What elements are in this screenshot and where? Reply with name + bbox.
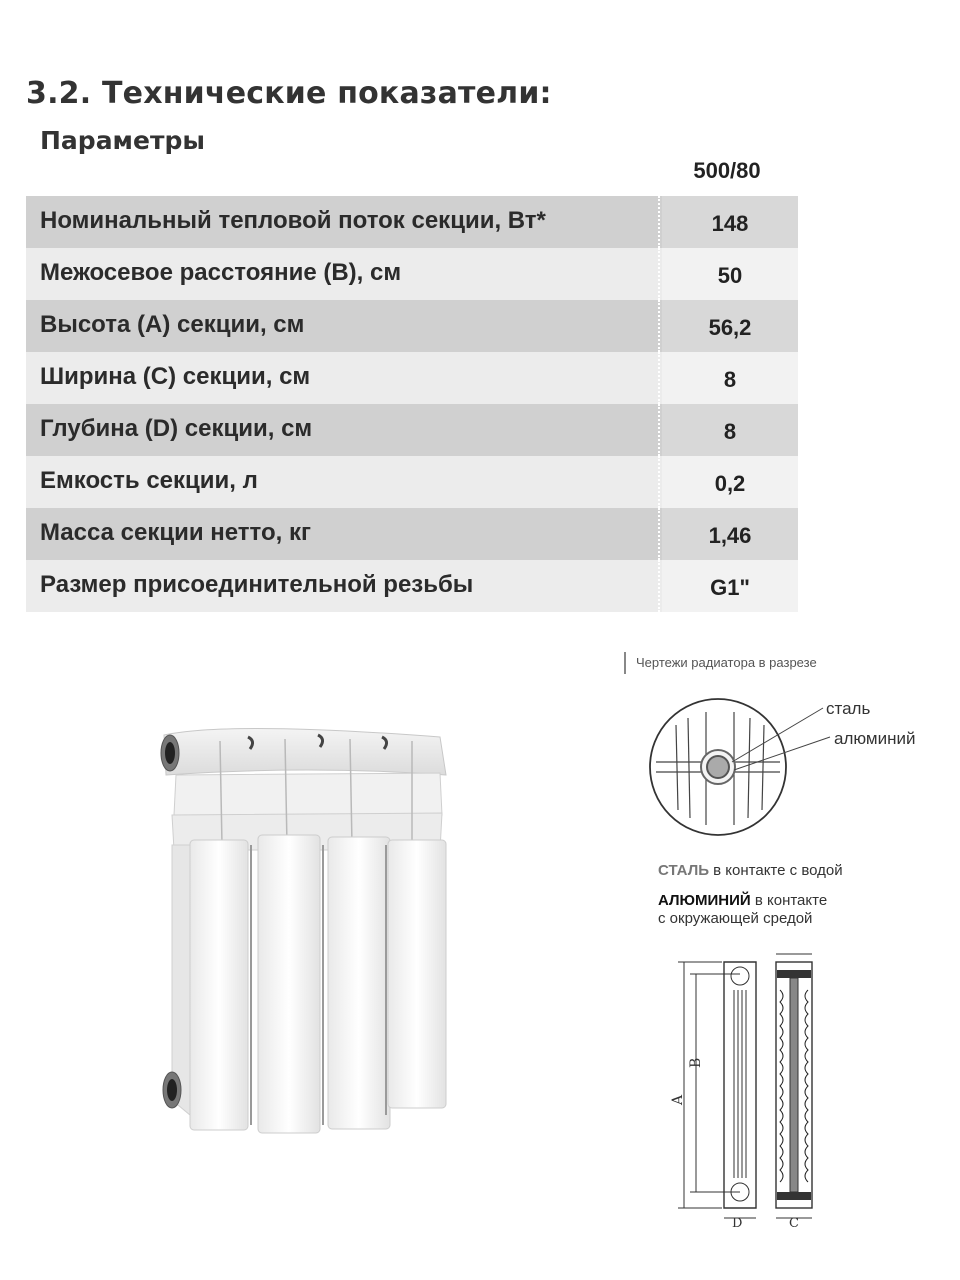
drawings-title: Чертежи радиатора в разрезе	[624, 652, 817, 674]
spec-table	[26, 196, 798, 612]
radiator-photo	[150, 715, 470, 1140]
row-label: Межосевое расстояние (B), см	[40, 259, 402, 286]
row-value: 8	[662, 404, 798, 456]
row-label: Глубина (D) секции, см	[40, 415, 313, 442]
row-label: Ширина (С) секции, см	[40, 363, 311, 390]
row-value: 0,2	[662, 456, 798, 508]
row-value: 148	[662, 196, 798, 248]
section-dimensions-drawing	[660, 940, 820, 1230]
row-label: Масса секции нетто, кг	[40, 519, 311, 546]
dimension-b-label: B	[688, 1057, 704, 1068]
dimension-c-label: C	[789, 1216, 799, 1230]
table-row	[26, 456, 798, 508]
table-caption: Параметры	[40, 126, 205, 155]
table-row	[26, 196, 798, 248]
note-aluminum: АЛЮМИНИЙ в контакте с окружающей средой	[658, 892, 828, 927]
note-steel: СТАЛЬ в контакте с водой	[658, 862, 843, 879]
label-steel: сталь	[826, 699, 871, 718]
row-value: 1,46	[662, 508, 798, 560]
table-row	[26, 508, 798, 560]
row-value: 56,2	[662, 300, 798, 352]
row-label: Размер присоединительной резьбы	[40, 571, 474, 598]
label-aluminum: алюминий	[834, 729, 916, 748]
column-header: 500/80	[693, 158, 761, 183]
row-label: Номинальный тепловой поток секции, Вт*	[40, 207, 546, 234]
table-row	[26, 404, 798, 456]
row-value: 8	[662, 352, 798, 404]
table-row	[26, 352, 798, 404]
row-value: G1"	[662, 560, 798, 612]
dimension-d-label: D	[732, 1216, 743, 1230]
dimension-a-label: A	[670, 1094, 686, 1105]
table-row	[26, 300, 798, 352]
row-label: Емкость секции, л	[40, 467, 258, 494]
table-row	[26, 248, 798, 300]
table-row	[26, 560, 798, 612]
row-value: 50	[662, 248, 798, 300]
section-title: 3.2. Технические показатели:	[26, 76, 552, 111]
row-label: Высота (А) секции, см	[40, 311, 305, 338]
cross-section-drawing	[648, 690, 938, 860]
